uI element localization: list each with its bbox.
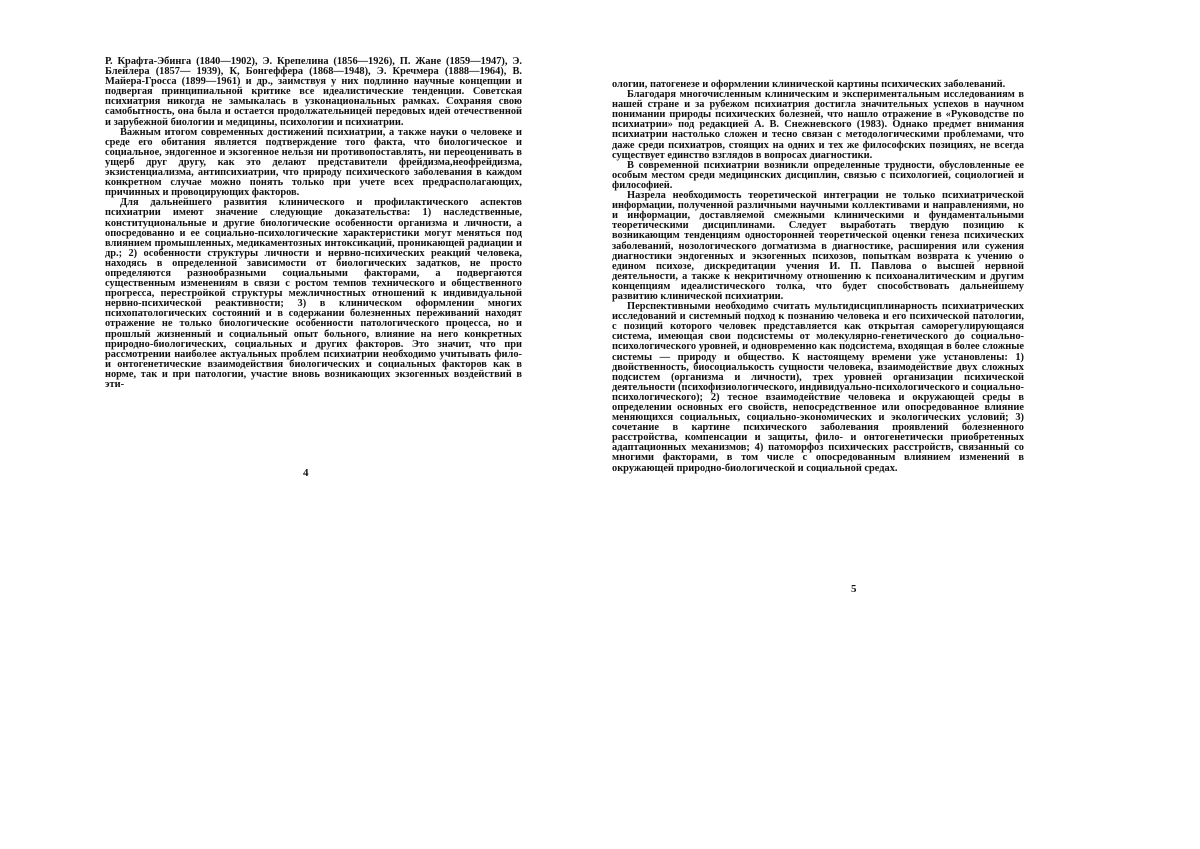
paragraph: Назрела необходимость теоретической интеграции не только психиатрической информации, полученной различными научными коллективами и направлениями, но и информации, доставляемой смежными клиническими и фундаментальными теоретическими дисциплинами. Следует выработать твердую позицию к возникающим тенденциям односторонней теоретической оценки генеза психических заболеваний, нозологического догматизма в диагностике, расширения или сужения диагностики эндогенных и экзогенных психозов, попыткам возврата к учению о едином психозе, дискредитации учения И. П. Павлова о высшей нервной деятельности, а также к некритичному отношению к психоаналитическим и другим концепциям идеалистического толка, что будет способствовать дальнейшему развитию клинической психиатрии.: [612, 190, 1024, 302]
paragraph: Р. Крафта-Эбинга (1840—1902), Э. Крепелина (1856—1926), П. Жане (1859—1947), Э. Блейлера (1857— 1939), К, Бонгеффера (1868—1948), Э. Кречмера (1888—1964), В. Майера-Гросса (1899—1961) и др., заимствуя у них подлинно научные концепции и подвергая принципиальной критике все идеалистические тенденции. Советская психиатрия никогда не замыкалась в узконациональных рамках. Сохраняя свою самобытность, она была и остается продолжательницей передовых идей отечественной и зарубежной биологии и медицины, психологии и психиатрии.: [105, 56, 522, 128]
right-page: [600, 0, 1200, 849]
paragraph: Важным итогом современных достижений психиатрии, а также науки о человеке и среде его обитания является подтверждение того факта, что биологическое и социальное, эндогенное и экзогенное нельзя ни противопоставлять, ни переоценивать в ущерб друг другу, как это делают представители фрейдизма,неофрейдизма, экзистенциализма, антипсихиатрии, что природу психического заболевания в каждом конкретном случае можно понять только при учете всех предрасполагающих, причинных и провоцирующих факторов.: [105, 126, 522, 199]
right-page-text: [612, 80, 1024, 474]
left-page-text: [105, 57, 522, 390]
paragraph: Благодаря многочисленным клиническим и экспериментальным исследованиям в нашей стране и за рубежом психиатрия достигла значительных успехов в научном понимании природы психических болезней, что нашло отражение в «Руководстве по психиатрии» под редакцией А. В. Снежневского (1983). Однако предмет внимания психиатрии настолько сложен и тесно связан с методологическими проблемами, что даже среди психиатров, стоящих на одних и тех же философских позициях, не всегда существует единство взглядов в вопросах диагностики.: [612, 89, 1024, 161]
paragraph: Перспективными необходимо считать мультидисциплинарность психиатрических исследований и системный подход к познанию человека и его психической патологии, с позиций которого человек представляется как открытая саморегулирующаяся система, имеющая свои подсистемы от молекулярно-генетического до социально-психологического уровней, и одновременно как подсистема, входящая в более сложные системы — природу и общество. К настоящему времени уже установлены: 1) двойственность, биосоциалькость сущности человека, взаимодействие двух сложных подсистем (организма и личности), трех уровней организации психической деятельности (психофизиологического, индивидуально-психологического и социально-психологического); 2) тесное взаимодействие человека и окружающей среды в определении основных его свойств, непосредственное или опосредованное влияние меняющихся социальных, социально-экономических и экологических условий; 3) сочетание в картине психического заболевания проявлений болезненного расстройства, компенсации и защиты, фило- и онтогенетически приобретенных адаптационных механизмов; 4) патоморфоз психических расстройств, связанный со многими факторами, в том числе с опосредованным влиянием изменений в окружающей природно-биологической и социальной средах.: [612, 301, 1024, 474]
page-number: 5: [851, 583, 857, 595]
paragraph: В современной психиатрии возникли определенные трудности, обусловленные ее особым местом среди медицинских дисциплин, связью с психологией, социологией и философией.: [612, 159, 1024, 191]
paragraph: Для дальнейшего развития клинического и профилактического аспектов психиатрии имеют значение следующие доказательства: 1) наследственные, конституциональные и другие биологические особенности организма и личности, а опосредованно и ее социально-психологические характеристики могут меняться под влиянием промышленных, медикаментозных интоксикаций, проникающей радиации и др.; 2) особенности структуры личности и нервно-психических реакций человека, находясь в определенной зависимости от биологических задатков, не просто определяются разнообразными социальными факторами, а подвергаются существенным изменениям в связи с ростом темпов технического и общественного прогресса, перестройкой структуры межличностных отношений к индивидуальной нервно-психической реактивности; 3) в клиническом оформлении многих психопатологических состояний и в содержании болезненных переживаний находят отражение не только биологические особенности патологического процесса, но и прошлый жизненный и социальный опыт больного, влияние на него конкретных природно-биологических, социальных и других факторов. Это значит, что при рассмотрении наиболее актуальных проблем психиатрии необходимо учитывать фило- и онтогенетические взаимодействия биологических и социальных факторов как в норме, так и при патологии, участие вновь возникающих экзогенных воздействий в эти-: [105, 197, 522, 390]
paragraph: ологии, патогенезе и оформлении клинической картины психических заболеваний.: [612, 79, 1006, 90]
page-number: 4: [303, 467, 309, 479]
